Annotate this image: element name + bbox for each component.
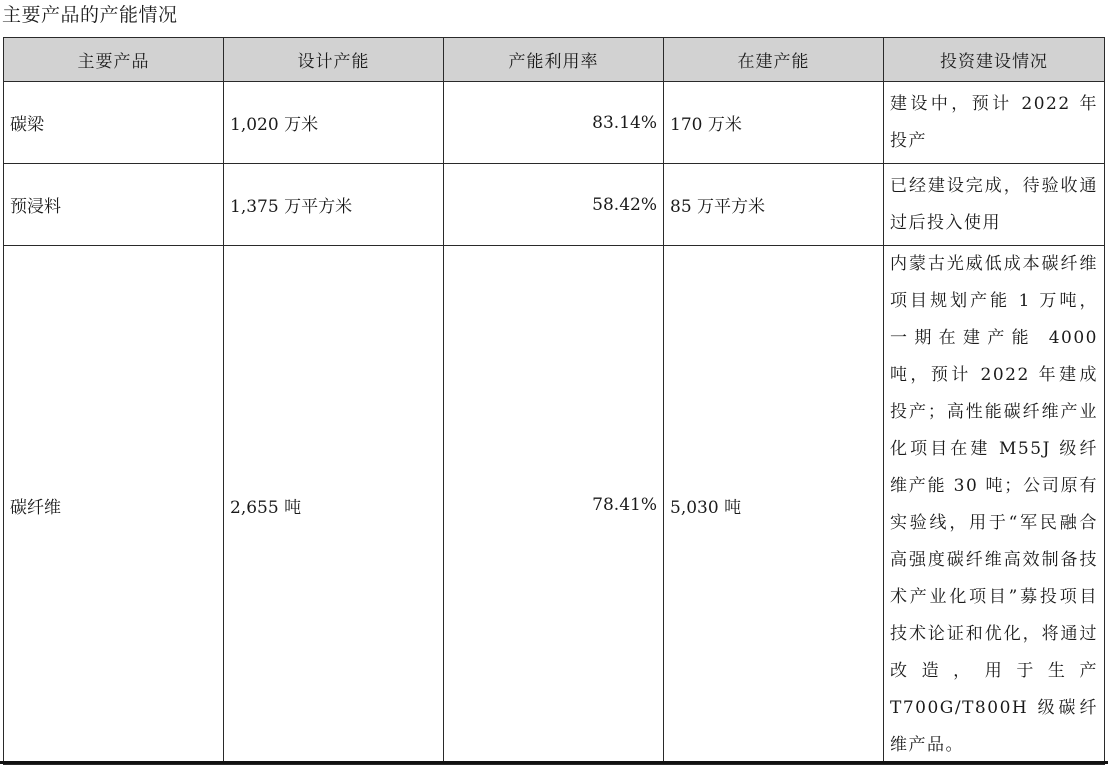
cell-under-construction: 5,030 吨	[664, 246, 884, 765]
table-row	[4, 82, 1105, 164]
header-under-construction: 在建产能	[664, 38, 884, 82]
table-row	[4, 246, 1105, 765]
table-row	[4, 164, 1105, 246]
cell-investment: 内蒙古光威低成本碳纤维项目规划产能 1 万吨，一期在建产能 4000 吨，预计 2022 年建成投产；高性能碳纤维产业化项目在建 M55J 级纤维产能 30 吨；公司原有实验线，用于“军民融合高强度碳纤维高效制备技术产业化项目”募投项目技术论证和优化，将通过改造，用于生产 T700G/T800H 级碳纤维产品。	[884, 246, 1105, 765]
cell-designed-capacity: 1,375 万平方米	[224, 164, 444, 246]
table-caption: 主要产品的产能情况	[2, 4, 178, 26]
cell-utilization: 78.41%	[444, 246, 664, 765]
cell-product: 预浸料	[4, 164, 224, 246]
cell-designed-capacity: 1,020 万米	[224, 82, 444, 164]
cell-investment: 已经建设完成，待验收通过后投入使用	[884, 164, 1105, 246]
capacity-table	[3, 37, 1105, 765]
cell-investment: 建设中，预计 2022 年投产	[884, 82, 1105, 164]
cell-designed-capacity: 2,655 吨	[224, 246, 444, 765]
header-utilization: 产能利用率	[444, 38, 664, 82]
cell-utilization: 58.42%	[444, 164, 664, 246]
cell-product: 碳纤维	[4, 246, 224, 765]
header-product: 主要产品	[4, 38, 224, 82]
cell-under-construction: 85 万平方米	[664, 164, 884, 246]
table-header-row	[4, 38, 1105, 82]
cell-utilization: 83.14%	[444, 82, 664, 164]
header-investment: 投资建设情况	[884, 38, 1105, 82]
header-designed-capacity: 设计产能	[224, 38, 444, 82]
cell-under-construction: 170 万米	[664, 82, 884, 164]
cell-product: 碳梁	[4, 82, 224, 164]
